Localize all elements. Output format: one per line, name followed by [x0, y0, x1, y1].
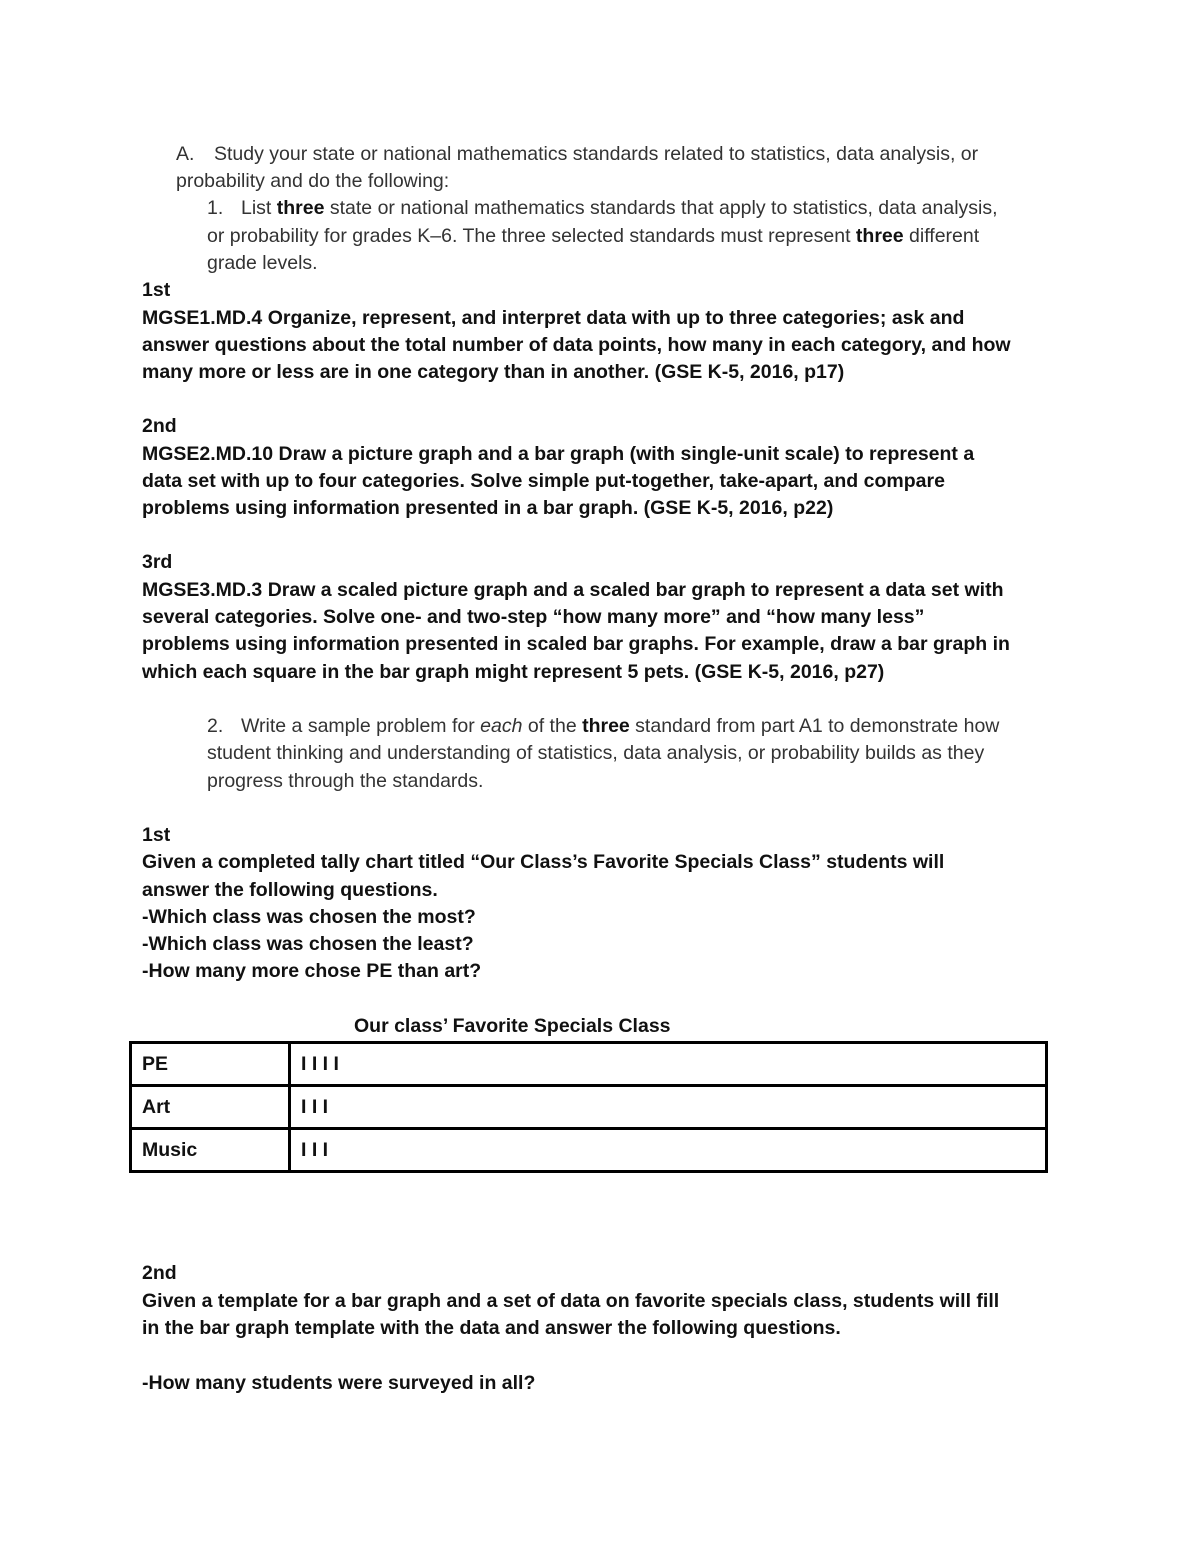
item-1-text-c: or probability for grades K–6. The three selected standards must represent: [207, 225, 856, 247]
item-2-line-3: progress through the standards.: [207, 770, 484, 792]
standard-1-grade: 1st: [142, 279, 171, 301]
tally-marks-pe: I I I I: [290, 1043, 1047, 1086]
item-1-line-2: [207, 225, 979, 248]
standard-1-line-1: MGSE1.MD.4 Organize, represent, and interpret data with up to three categories; ask and: [142, 307, 965, 329]
problem-1-question-2: -Which class was chosen the least?: [142, 933, 474, 955]
problem-1-grade: 1st: [142, 824, 171, 846]
item-1-text-a: List: [241, 197, 277, 219]
table-row: [131, 1086, 1047, 1129]
problem-1-question-3: -How many more chose PE than art?: [142, 960, 482, 982]
tally-table: [129, 1041, 1048, 1173]
standard-2-line-3: problems using information presented in a bar graph. (GSE K-5, 2016, p22): [142, 497, 834, 519]
tally-label-music: Music: [131, 1129, 290, 1172]
problem-2-line-2: in the bar graph template with the data and answer the following questions.: [142, 1317, 841, 1339]
item-1-marker: 1.: [207, 197, 224, 219]
item-1-line-3: grade levels.: [207, 252, 318, 274]
item-2-line-2: student thinking and understanding of statistics, data analysis, or probability builds as they: [207, 742, 985, 764]
standard-3-line-1: MGSE3.MD.3 Draw a scaled picture graph and a scaled bar graph to represent a data set with: [142, 579, 1004, 601]
problem-1-question-1: -Which class was chosen the most?: [142, 906, 476, 928]
standard-1-line-3: many more or less are in one category than in another. (GSE K-5, 2016, p17): [142, 361, 845, 383]
item-2-italic-each: each: [480, 715, 523, 737]
part-a-line-1: [176, 143, 978, 166]
item-1-line-1: [207, 197, 998, 220]
tally-marks-music: I I I: [290, 1129, 1047, 1172]
item-1-bold-three: three: [276, 197, 325, 219]
item-2-text-b: of the: [522, 715, 583, 737]
item-1-bold-three-2: three: [855, 225, 904, 247]
standard-3-grade: 3rd: [142, 551, 173, 573]
part-a-line-2: probability and do the following:: [176, 170, 450, 192]
table-row: [131, 1043, 1047, 1086]
item-2-text-a: Write a sample problem for: [241, 715, 481, 737]
table-row: [131, 1129, 1047, 1172]
item-1-text-b: state or national mathematics standards that apply to statistics, data analysis,: [324, 197, 998, 219]
standard-3-line-4: which each square in the bar graph might represent 5 pets. (GSE K-5, 2016, p27): [142, 661, 885, 683]
standard-2-line-2: data set with up to four categories. Solve simple put-together, take-apart, and compare: [142, 470, 945, 492]
standard-3-line-3: problems using information presented in scaled bar graphs. For example, draw a bar graph in: [142, 633, 1010, 655]
item-2-line-1: [207, 715, 999, 738]
tally-table-title: Our class’ Favorite Specials Class: [354, 1015, 671, 1037]
tally-marks-art: I I I: [290, 1086, 1047, 1129]
problem-2-line-1: Given a template for a bar graph and a set of data on favorite specials class, students will fill: [142, 1290, 1000, 1312]
standard-2-line-1: MGSE2.MD.10 Draw a picture graph and a bar graph (with single-unit scale) to represent a: [142, 443, 975, 465]
item-1-text-d: different: [903, 225, 980, 247]
problem-1-line-2: answer the following questions.: [142, 879, 438, 901]
standard-3-line-2: several categories. Solve one- and two-step “how many more” and “how many less”: [142, 606, 925, 628]
problem-2-grade: 2nd: [142, 1262, 177, 1284]
tally-label-pe: PE: [131, 1043, 290, 1086]
item-2-bold-three: three: [582, 715, 630, 737]
standard-2-grade: 2nd: [142, 415, 177, 437]
tally-label-art: Art: [131, 1086, 290, 1129]
item-2-marker: 2.: [207, 715, 224, 737]
problem-1-line-1: Given a completed tally chart titled “Our Class’s Favorite Specials Class” students will: [142, 851, 945, 873]
part-a-marker: A.: [176, 143, 195, 165]
problem-2-question: -How many students were surveyed in all?: [142, 1372, 536, 1394]
part-a-text-1: Study your state or national mathematics standards related to statistics, data analysis, or: [214, 143, 979, 165]
standard-1-line-2: answer questions about the total number of data points, how many in each category, and how: [142, 334, 1011, 356]
item-2-text-c: standard from part A1 to demonstrate how: [629, 715, 1000, 737]
